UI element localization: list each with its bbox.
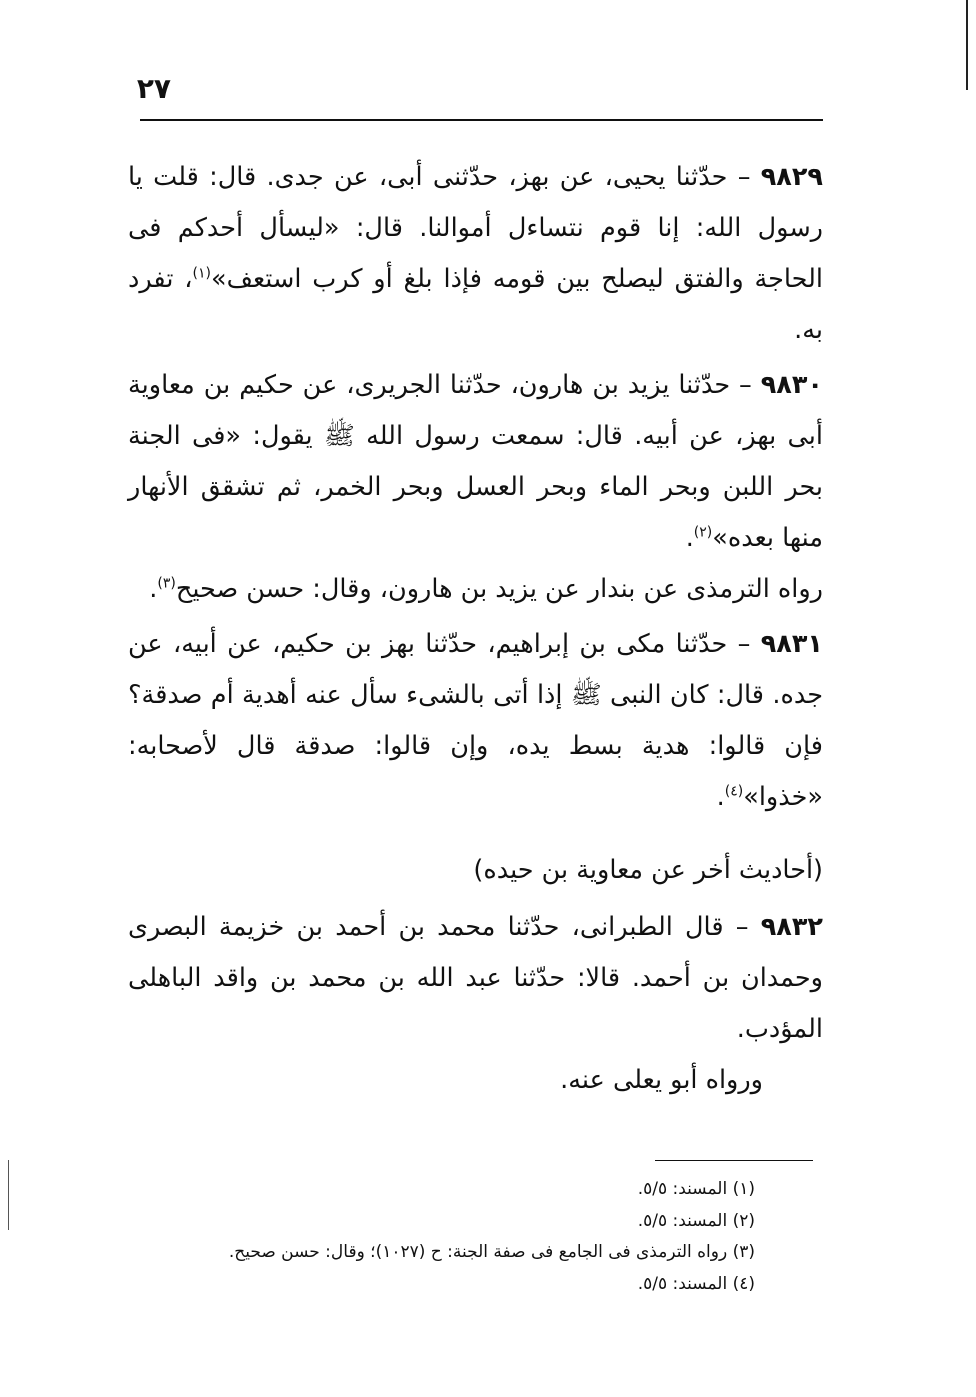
footnote-ref: (٢) [693, 524, 713, 541]
note-tail: . [149, 574, 158, 604]
hadith-tail: . [685, 523, 694, 553]
page-edge-mark [966, 0, 968, 90]
hadith-number: ٩٨٣٠ [760, 370, 823, 400]
hadith-tail: ، تفرد به. [128, 264, 823, 345]
closing-line: ورواه أبو يعلى عنه. [560, 1065, 763, 1095]
hadith-text: – حدّثنا يزيد بن هارون، حدّثنا الجريرى، عن حكيم بن معاوية أبى بهز، عن أبيه. قال: سمعت رسول الله ﷺ يقول: «فى الجنة بحر اللبن وبحر الماء وبحر العسل وبحر الخمر، ثم تشقق الأنهار منها بعده» [128, 370, 823, 553]
footnote-ref: (١) [192, 265, 211, 282]
hadith-9829 [128, 152, 823, 356]
footnote-ref: (٤) [724, 783, 744, 800]
footnote: (٤) المسند: ٥/٥. [637, 1273, 755, 1294]
hadith-number: ٩٨٢٩ [760, 162, 823, 192]
footnotes [110, 1174, 755, 1300]
hadith-9832 [128, 902, 823, 1055]
footnote: (٣) رواه الترمذى فى الجامع فى صفة الجنة: ح (١٠٢٧)؛ وقال: حسن صحيح. [228, 1242, 755, 1262]
page-number: ٢٧ [136, 72, 171, 105]
footnote-rule [655, 1160, 813, 1161]
hadith-text: – حدّثنا مكى بن إبراهيم، حدّثنا بهز بن حكيم، عن أبيه، عن جده. قال: كان النبى ﷺ إذا أتى بالشىء سأل عنه أهدية أم صدقة؟ فإن قالوا: هدية بسط يده، وإن قالوا: صدقة قال لأصحابه: «خذوا» [128, 629, 823, 812]
section-heading: (أحاديث أخر عن معاوية بن حيده) [473, 855, 823, 885]
page-edge-mark [8, 1160, 9, 1230]
hadith-number: ٩٨٣١ [760, 629, 823, 659]
footnote: (١) المسند: ٥/٥. [637, 1179, 755, 1199]
footnote: (٢) المسند: ٥/٥. [637, 1210, 755, 1231]
hadith-text: – حدّثنا يحيى، عن بهز، حدّثنى أبى، عن جدى. قال: قلت يا رسول الله: إنا قوم نتساءل أموالنا. قال: «ليسأل أحدكم فى الحاجة والفتق ليصلح بين قومه فإذا بلغ أو كرب استعف» [128, 162, 823, 294]
footnote-ref: (٣) [157, 575, 176, 592]
tirmidhi-note [128, 564, 823, 615]
hadith-tail: . [716, 782, 725, 812]
hadith-9831 [128, 619, 823, 823]
hadith-text: – قال الطبرانى، حدّثنا محمد بن أحمد بن خزيمة البصرى وحمدان بن أحمد. قالا: حدّثنا عبد الله بن محمد بن واقد الباهلى المؤدب. [128, 912, 823, 1044]
main-text [128, 152, 823, 1110]
hadith-number: ٩٨٣٢ [760, 912, 823, 942]
hadith-9830 [128, 360, 823, 564]
note-text: رواه الترمذى عن بندار عن يزيد بن هارون، وقال: حسن صحيح [175, 574, 823, 604]
header-rule [140, 119, 823, 121]
